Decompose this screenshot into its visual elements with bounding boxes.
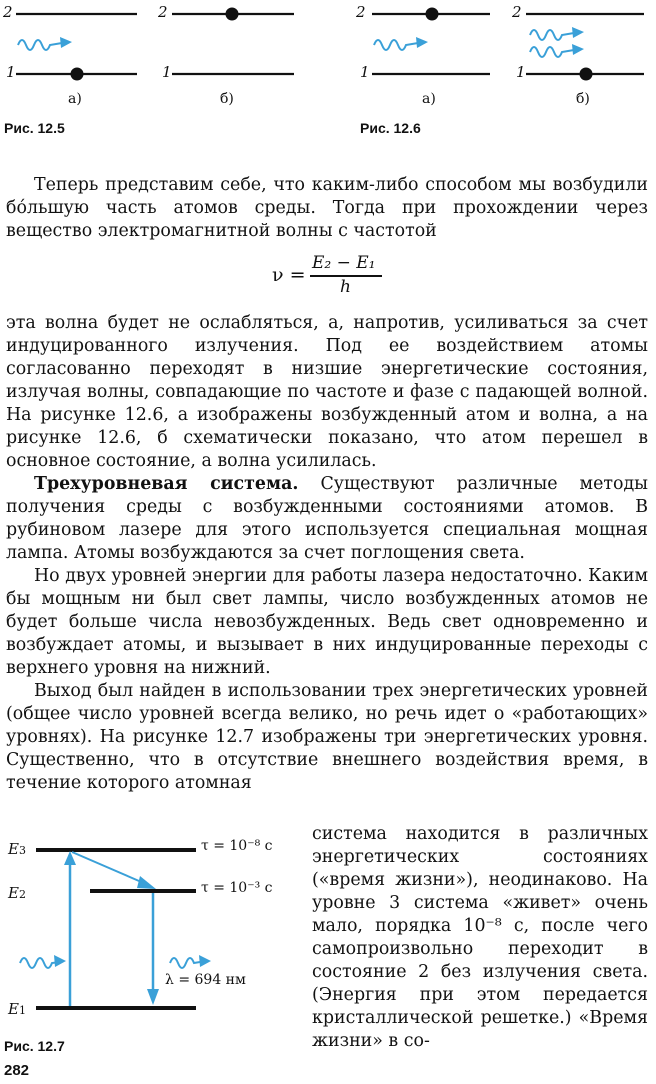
atom-dot-a <box>71 68 84 81</box>
paragraph-text: Теперь представим себе, что каким-либо способом мы возбудили бо́льшую часть атомов среды. Тогда при прохождении через вещество электромагнитной волны с частотой <box>6 175 648 241</box>
wave-icon <box>530 47 574 57</box>
formula-denominator: h <box>340 277 351 297</box>
level-2-label-b: 2 <box>512 3 522 21</box>
subfigure-label-a: а) <box>68 91 82 107</box>
page-number: 282 <box>4 1062 30 1079</box>
emitted-wave-arrow-icon <box>199 955 211 967</box>
wave-arrow-icon <box>416 37 428 48</box>
wave-arrow-icon <box>572 27 584 38</box>
frequency-formula <box>0 253 656 297</box>
level-E1-label: E1 <box>8 1000 26 1018</box>
wave-icon <box>20 958 60 968</box>
figure-caption-12-5: Рис. 12.5 <box>4 120 65 136</box>
paragraph-1 <box>6 174 648 243</box>
emitted-wave-icon <box>170 958 200 968</box>
paragraph-6: система находится в различных энергетических состояниях («время жизни»), неодинаково. На уровне 3 система «живет» очень мало, порядка 10⁻⁸ с, после чего самопроизвольно переходит в состояние 2 без излучения света. (Энергия при этом передается кристаллической решетке.) «Время жизни» в со- <box>312 824 648 1051</box>
figure-12-7-drawing <box>0 835 300 1045</box>
body-text <box>6 312 648 795</box>
paragraph-text: Существуют различные методы получения среды с возбужденными состояниями атомов. В рубиновом лазере для этого используется специальная мощная лампа. Атомы возбуждаются за счет поглощения света. <box>6 474 648 563</box>
wave-icon <box>530 30 574 40</box>
emission-arrowhead-icon <box>147 989 159 1005</box>
ground-atom-dot <box>580 68 593 81</box>
level-1-label-b: 1 <box>516 63 526 81</box>
wave-icon <box>374 40 418 50</box>
atom-dot-b <box>226 8 239 21</box>
paragraph-2: эта волна будет не ослабляться, а, напротив, усиливаться за счет индуцированного излучения. Под ее воздействием атомы согласованно переходят в низшие энергетические состояния, излучая волны, совпадающие по частоте и фазе с падающей волной. На рисунке 12.6, а изображены возбужденный атом и волна, а на рисунке 12.6, б схематически показано, что атом перешел в основное состояние, а волна усилилась. <box>6 313 648 471</box>
wave-icon <box>18 40 62 50</box>
excited-atom-dot <box>426 8 439 21</box>
formula-numerator: E₂ − E₁ <box>312 253 376 273</box>
formula-lhs: ν = <box>272 264 306 286</box>
side-column-text <box>312 823 648 1053</box>
paragraph-3 <box>6 473 648 565</box>
lifetime-E3-label: τ = 10⁻⁸ с <box>201 838 273 854</box>
paragraph-5: Выход был найден в использовании трех энергетических уровней (общее число уровней всегда велико, но речь идет о «работающих» уровнях). На рисунке 12.7 изображены три энергетических уровня. Существенно, что в отсутствие внешнего воздействия время, в течение которого атомная <box>6 681 648 793</box>
level-2-label-a: 2 <box>3 3 13 21</box>
figure-caption-12-6: Рис. 12.6 <box>360 120 421 136</box>
wave-arrow-icon <box>60 37 72 48</box>
lifetime-E2-label: τ = 10⁻³ с <box>201 880 273 896</box>
relaxation-arrow <box>72 852 146 884</box>
subfigure-label-a: а) <box>422 91 436 107</box>
figure-12-6-drawing <box>350 0 650 110</box>
relaxation-arrowhead-icon <box>137 876 156 889</box>
wavelength-label: λ = 694 нм <box>165 972 246 988</box>
level-E3-label: E3 <box>8 840 26 858</box>
level-1-label-a: 1 <box>360 63 370 81</box>
level-2-label-a: 2 <box>356 3 366 21</box>
level-1-label-b: 1 <box>162 63 172 81</box>
figure-caption-12-7: Рис. 12.7 <box>4 1038 65 1054</box>
level-1-label-a: 1 <box>6 63 16 81</box>
subfigure-label-b: б) <box>576 91 590 107</box>
section-heading: Трехуровневая система. <box>34 474 299 494</box>
level-E2-label: E2 <box>8 884 26 902</box>
wave-arrow-icon <box>572 44 584 55</box>
wave-arrow-icon <box>54 955 66 967</box>
paragraph-4: Но двух уровней энергии для работы лазера недостаточно. Каким бы мощным ни был свет лампы, число возбужденных атомов не будет больше числа невозбужденных. Ведь свет одновременно и возбуждает атомы, и вызывает в них индуцированные переходы с верхнего уровня на нижний. <box>6 566 648 678</box>
level-2-label-b: 2 <box>158 3 168 21</box>
subfigure-label-b: б) <box>220 91 234 107</box>
